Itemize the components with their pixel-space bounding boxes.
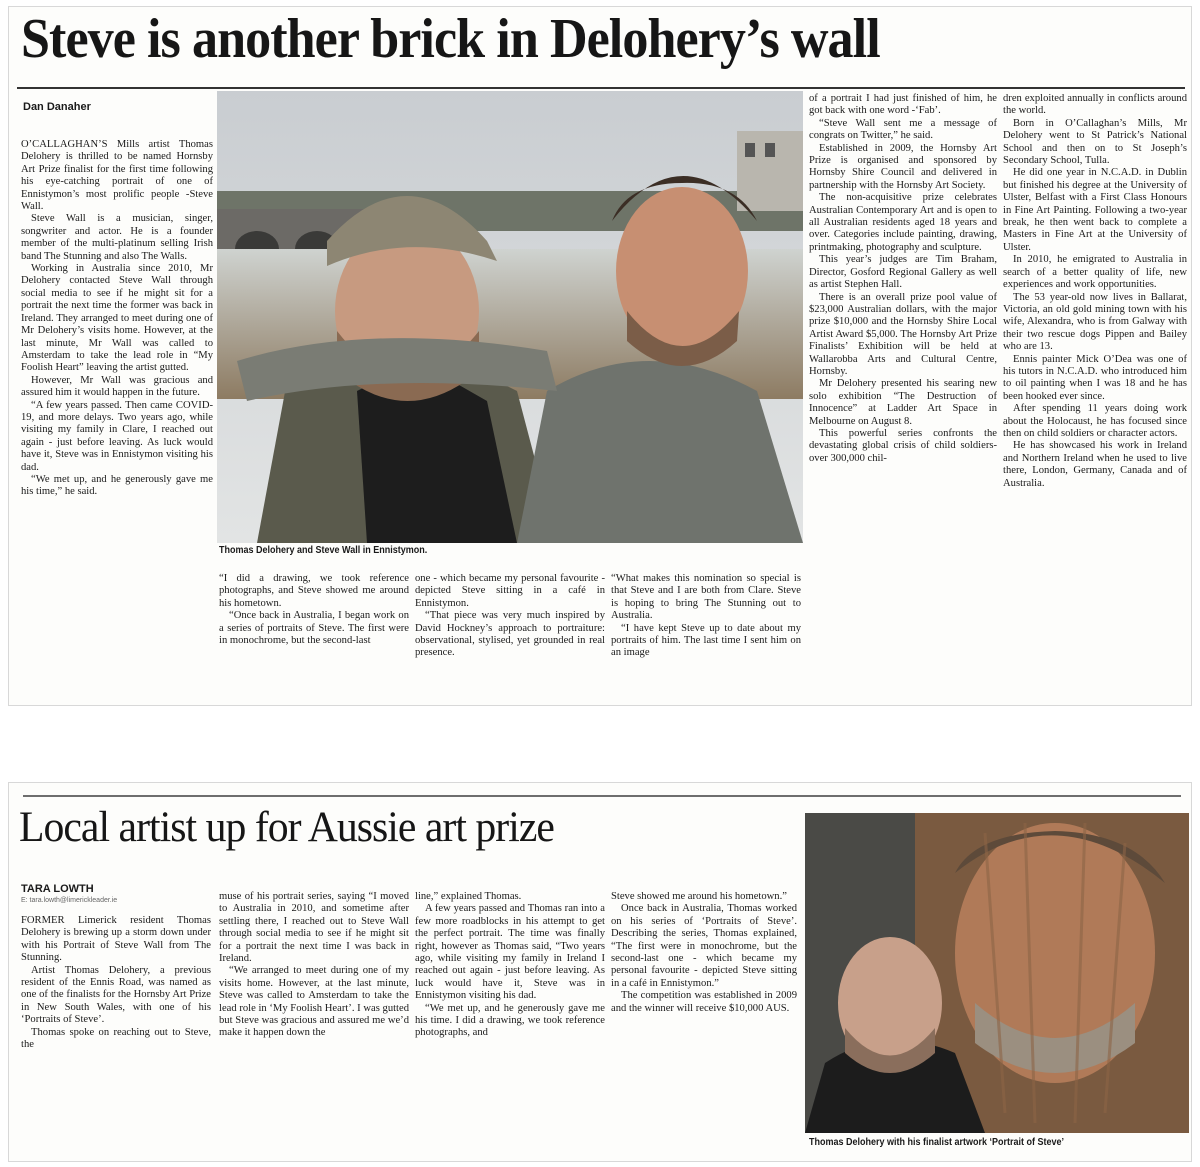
article1-photo — [217, 91, 803, 543]
article1-column-2 — [219, 573, 409, 697]
paragraph: Established in 2009, the Hornsby Art Prize is organised and sponsored by Hornsby Shire Council and delivered in partnership with the Hornsby Art Society. — [809, 142, 997, 191]
paragraph: muse of his portrait series, saying “I moved to Australia in 2010, and sometime after settling there, I reached out to Steve Wall through social media to see if he might sit for a portrait the next time I was back in Ireland. — [219, 891, 409, 965]
article2-column-4 — [611, 891, 797, 1155]
article2-column-1 — [21, 915, 211, 1155]
paragraph: Born in O’Callaghan’s Mills, Mr Delohery went to St Patrick’s National School and then on to St Joseph’s Secondary School, Tulla. — [1003, 117, 1187, 167]
paragraph: Once back in Australia, Thomas worked on his series of ‘Portraits of Steve’. Describing the series, Thomas explained, “The first were in monochrome, but the second-last one - which became my personal favourite - depicted Steve sitting in a café in Ennistymon.” — [611, 903, 797, 989]
article1-photo-caption: Thomas Delohery and Steve Wall in Ennistymon. — [219, 545, 428, 556]
paragraph: “I did a drawing, we took reference photographs, and Steve showed me around his hometown. — [219, 573, 409, 609]
paragraph: of a portrait I had just finished of him, he got back with one word -‘Fab’. — [809, 93, 997, 117]
newspaper-clipping-1 — [8, 6, 1192, 706]
paragraph: He has showcased his work in Ireland and Northern Ireland when he used to live there, London, Germany, Canada and of Australia. — [1003, 440, 1187, 489]
article1-column-3 — [415, 573, 605, 697]
paragraph: FORMER Limerick resident Thomas Delohery is brewing up a storm down under with his Portrait of Steve Wall from The Stunning. — [21, 915, 211, 964]
article2-photo-caption: Thomas Delohery with his finalist artwork ‘Portrait of Steve’ — [809, 1137, 1065, 1148]
article2-photo — [805, 813, 1189, 1133]
paragraph: A few years passed and Thomas ran into a few more roadblocks in his attempt to get the perfect portrait. The time was finally right, however as Thomas said, “Two years ago, while visiting my family in Ireland I reached out again - just before leaving. As luck would have it, Steve was in Ennistymon visiting his dad. — [415, 903, 605, 1002]
paragraph: This year’s judges are Tim Braham, Director, Gosford Regional Gallery as well as artist Stephen Hall. — [809, 254, 997, 291]
paragraph: He did one year in N.C.A.D. in Dublin but finished his degree at the University of Ulster, Belfast with a First Class Honours in Fine Art Painting. Following a two-year break, he then went back to complete a Masters in Fine Art at the University of Ulster. — [1003, 167, 1187, 253]
paragraph: “I have kept Steve up to date about my portraits of him. The last time I sent him on an image — [611, 622, 801, 659]
paragraph: Ennis painter Mick O’Dea was one of his tutors in N.C.A.D. who introduced him to oil painting when I was 18 and he has been hooked ever since. — [1003, 353, 1187, 402]
paragraph: There is an overall prize pool value of $23,000 Australian dollars, with the major prize $10,000 and the Hornsby Shire Local Artist Award $5,000. The Hornsby Art Prize Finalists’ Exhibition will be held at Wallarobba Arts and Cultural Centre, Hornsby. — [809, 291, 997, 377]
paragraph: However, Mr Wall was gracious and assured him it would happen in the future. — [21, 374, 213, 399]
paragraph: “Once back in Australia, I began work on a series of portraits of Steve. The first were in monochrome, but the second-last — [219, 610, 409, 647]
paragraph: Mr Delohery presented his searing new solo exhibition “The Destruction of Innocence” at Ladder Art Space in Melbourne on August 8. — [809, 378, 997, 427]
article2-column-2 — [219, 891, 409, 1155]
paragraph: The 53 year-old now lives in Ballarat, Victoria, an old gold mining town with his wife, Alexandra, who is from Galway with their two rescue dogs Pippen and Bailey who are 13. — [1003, 291, 1187, 353]
paragraph: Steve showed me around his hometown.” — [611, 891, 787, 902]
paragraph: O’CALLAGHAN’S Mills artist Thomas Delohery is thrilled to be named Hornsby Art Prize finalist for the first time following his eye-catching portrait of one of Ennistymon’s most prolific people -Steve Wall. — [21, 139, 213, 213]
paragraph: Working in Australia since 2010, Mr Delohery contacted Steve Wall through social media to see if he might sit for a portrait the next time the former was back in Ireland. They arranged to meet during one of Mr Delohery’s visits home. However, at the last minute, Mr Wall was called to Amsterdam to take the lead role in “My Foolish Heart” leaving the artist gutted. — [21, 263, 213, 374]
article1-column-5 — [809, 93, 997, 697]
paragraph: The non-acquisitive prize celebrates Australian Contemporary Art and is open to all Australian residents aged 18 years and over. Categories include painting, drawing, printmaking, photography and sculpture. — [809, 192, 997, 253]
paragraph: The competition was established in 2009 and the winner will receive $10,000 AUS. — [611, 990, 797, 1014]
article1-column-1 — [21, 139, 213, 679]
article2-email: E: tara.lowth@limerickleader.ie — [21, 897, 118, 904]
paragraph: “A few years passed. Then came COVID-19, and more delays. Two years ago, while visiting my family in Clare, I reached out again - just before leaving. As luck would have it, Steve was in Ennistymon visiting his dad. — [21, 399, 213, 473]
paragraph: “We met up, and he generously gave me his time,” he said. — [21, 473, 213, 498]
article1-column-6 — [1003, 93, 1187, 697]
paragraph: Steve Wall is a musician, singer, songwriter and actor. He is a founder member of the multi-platinum selling Irish band The Stunning and also The Walls. — [21, 213, 213, 262]
paragraph: “We arranged to meet during one of my visits home. However, at the last minute, Steve was called to Amsterdam to take the lead role in ‘My Foolish Heart’. I was gutted but Steve was gracious and assured me we’d make it happen down the — [219, 965, 409, 1039]
article2-column-3 — [415, 891, 605, 1155]
artist-with-portrait-image — [805, 813, 1189, 1133]
paragraph: “That piece was very much inspired by David Hockney’s approach to portraiture: observational, stylised, yet grounded in real presence. — [415, 610, 605, 659]
paragraph: line,” explained Thomas. — [415, 891, 522, 902]
article2-headline: Local artist up for Aussie art prize — [19, 804, 554, 851]
paragraph: Thomas spoke on reaching out to Steve, the — [21, 1026, 211, 1051]
paragraph: “We met up, and he generously gave me his time. I did a drawing, we took reference photographs, and — [415, 1002, 605, 1039]
paragraph: dren exploited annually in conflicts around the world. — [1003, 93, 1187, 117]
two-men-selfie-image — [217, 91, 803, 543]
paragraph: In 2010, he emigrated to Australia in search of a better quality of life, new experiences and work opportunities. — [1003, 254, 1187, 291]
article1-byline: Dan Danaher — [23, 101, 91, 113]
paragraph: “Steve Wall sent me a message of congrats on Twitter,” he said. — [809, 117, 997, 142]
paragraph: This powerful series confronts the devastating global crisis of child soldiers-over 300,000 chil- — [809, 427, 997, 464]
newspaper-clipping-2 — [8, 782, 1192, 1162]
paragraph: After spending 11 years doing work about the Holocaust, he has focused since then on child soldiers or character actors. — [1003, 403, 1187, 439]
article1-headline: Steve is another brick in Delohery’s wall — [21, 8, 880, 70]
article1-column-4 — [611, 573, 801, 697]
paragraph: Artist Thomas Delohery, a previous resident of the Ennis Road, was named as one of the finalists for the Hornsby Art Prize in New South Wales, with one of his ‘Portraits of Steve’. — [21, 964, 211, 1026]
headline-rule — [17, 87, 1185, 89]
top-rule — [23, 795, 1181, 797]
article2-byline: TARA LOWTH — [21, 883, 94, 895]
paragraph: “What makes this nomination so special is that Steve and I are both from Clare. Steve is hoping to bring The Stunning out to Australia. — [611, 573, 801, 622]
paragraph: one - which became my personal favourite - depicted Steve sitting in a café in Ennistymon. — [415, 573, 605, 609]
